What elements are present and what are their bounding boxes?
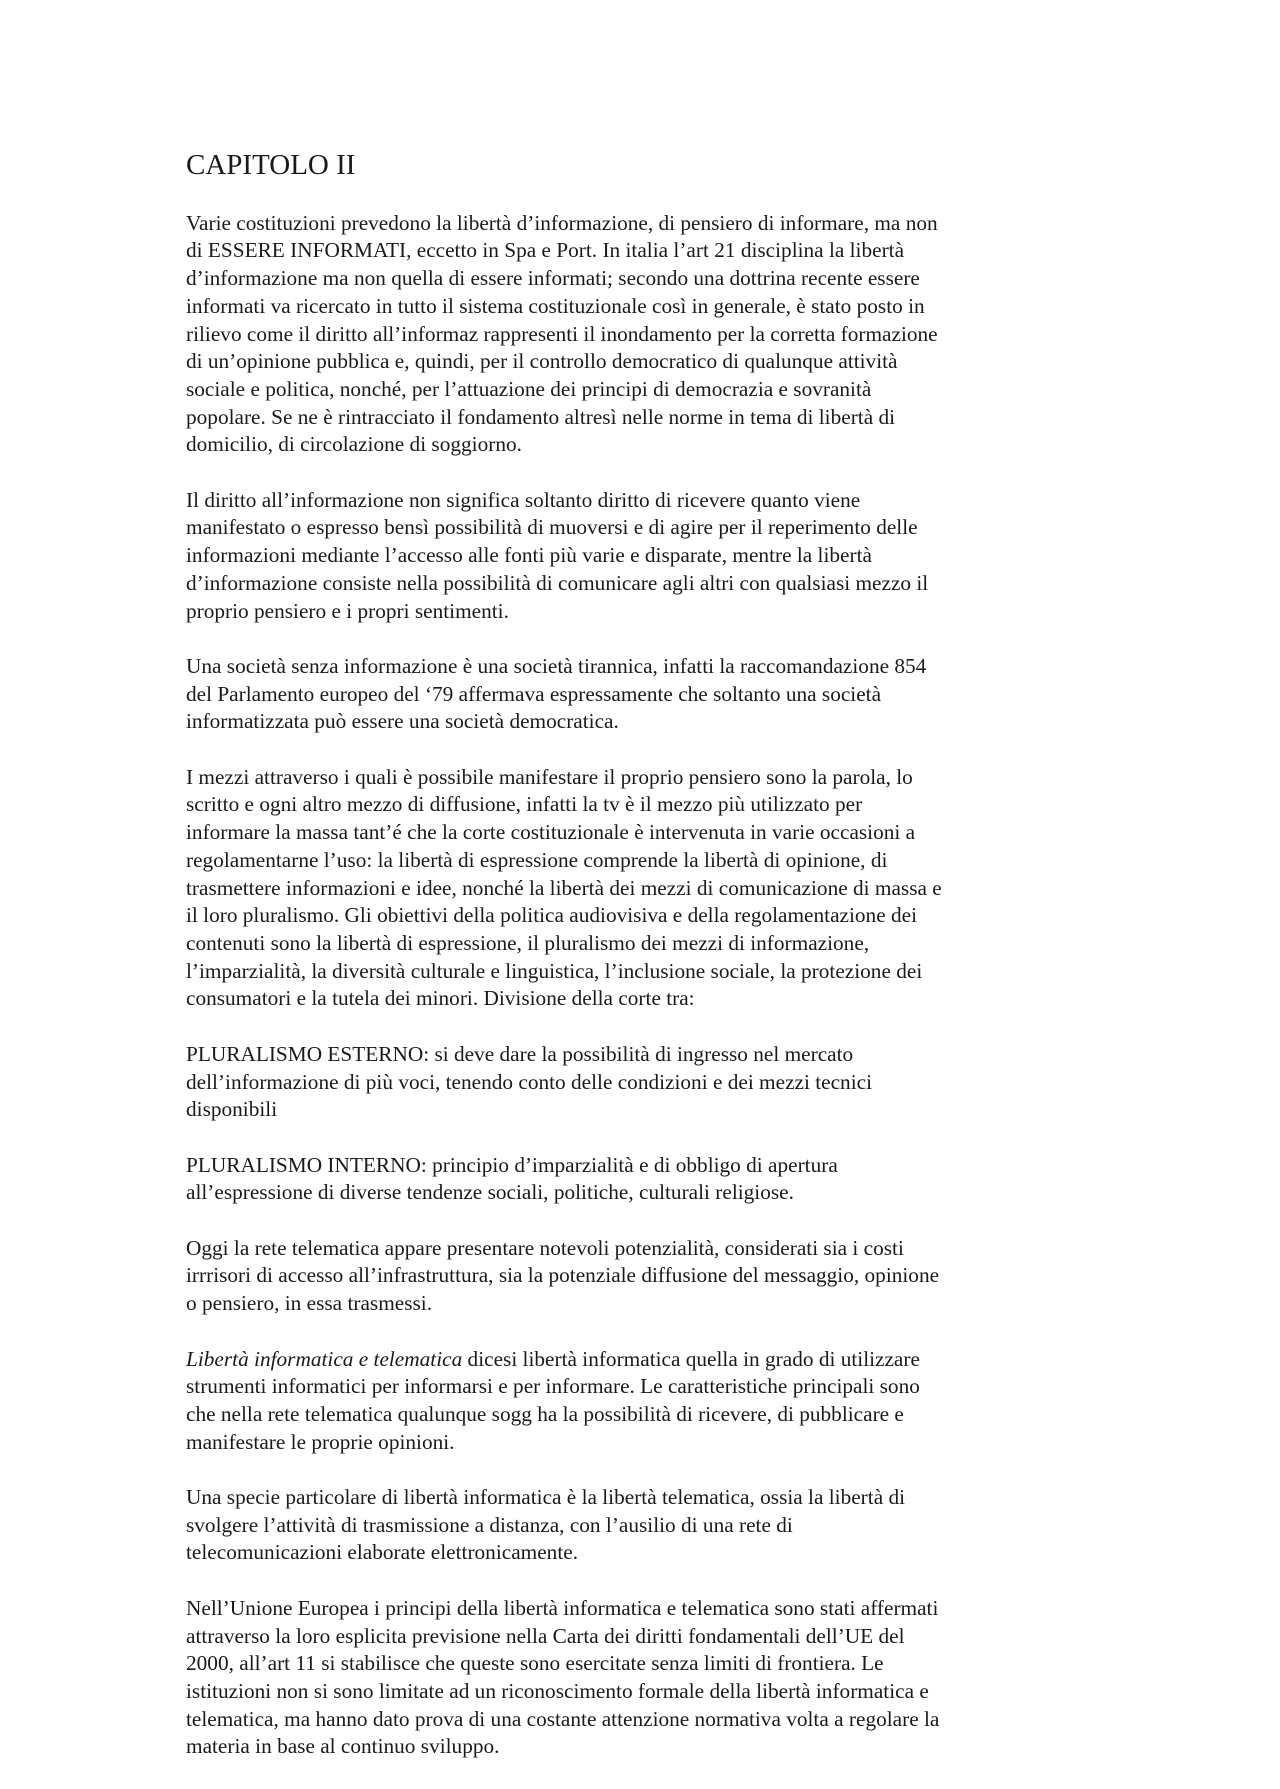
- paragraph-societa: Una società senza informazione è una società tirannica, infatti la raccomandazione 854 del Parlamento europeo del ‘79 affermava espressamente che soltanto una società informatizzata può essere una società democratica.: [186, 653, 927, 734]
- italic-heading: Libertà informatica e telematica: [186, 1346, 463, 1371]
- italic-paragraph-text: dicesi libertà informatica quella in grado di utilizzare strumenti informatici per informarsi e per informare. Le caratteristiche principali sono che nella rete telematica qualunque sogg ha la possibilità di ricevere, di pubblicare e manifestare le proprie opinioni.: [186, 1346, 920, 1454]
- paragraph-mezzi: I mezzi attraverso i quali è possibile manifestare il proprio pensiero sono la parola, lo scritto e ogni altro mezzo di diffusione, infatti la tv è il mezzo più utilizzato per informare la massa tant’é che la corte costituzionale è intervenuta in varie occasioni a regolamentarne l’uso: la libertà di espressione comprende la libertà di opinione, di trasmettere informazioni e idee, nonché la libertà dei mezzi di comunicazione di massa e il loro pluralismo. Gli obiettivi della politica audiovisiva e della regolamentazione dei contenuti sono la libertà di espressione, il pluralismo dei mezzi di informazione, l’imparzialità, la diversità culturale e linguistica, l’inclusione sociale, la protezione dei consumatori e la tutela dei minori. Divisione della corte tra:: [186, 764, 942, 1011]
- chapter-title: CAPITOLO II: [186, 149, 356, 181]
- paragraph-costituzioni: Varie costituzioni prevedono la libertà d’informazione, di pensiero di informare, ma non di ESSERE INFORMATI, eccetto in Spa e Port. In italia l’art 21 disciplina la libertà d’informazione ma non quella di essere informati; secondo una dottrina recente essere informati va ricercato in tutto il sistema costituzionale così in generale, è stato posto in rilievo come il diritto all’informaz rappresenti il inondamento per la corretta formazione di un’opinione pubblica e, quindi, per il controllo democratico di qualunque attività sociale e politica, nonché, per l’attuazione dei principi di democrazia e sovranità popolare. Se ne è rintracciato il fondamento altresì nelle norme in tema di libertà di domicilio, di circolazione di soggiorno.: [186, 210, 938, 457]
- paragraph-liberta-informatica: [186, 1346, 1086, 1457]
- paragraph-rete-telematica: Oggi la rete telematica appare presentare notevoli potenzialità, considerati sia i costi irrrisori di accesso all’infrastruttura, sia la potenziale diffusione del messaggio, opinione o pensiero, in essa trasmessi.: [186, 1235, 940, 1316]
- document-page: [186, 148, 1086, 1789]
- paragraph-pluralismo-esterno: PLURALISMO ESTERNO: si deve dare la possibilità di ingresso nel mercato dell’informazione di più voci, tenendo conto delle condizioni e dei mezzi tecnici disponibili: [186, 1041, 872, 1122]
- paragraph-diritto-informazione: Il diritto all’informazione non significa soltanto diritto di ricevere quanto viene manifestato o espresso bensì possibilità di muoversi e di agire per il reperimento delle informazioni mediante l’accesso alle fonti più varie e disparate, mentre la libertà d’informazione consiste nella possibilità di comunicare agli altri con qualsiasi mezzo il proprio pensiero e i propri sentimenti.: [186, 487, 929, 623]
- paragraph-unione-europea: Nell’Unione Europea i principi della libertà informatica e telematica sono stati affermati attraverso la loro esplicita previsione nella Carta dei diritti fondamentali dell’UE del 2000, all’art 11 si stabilisce che queste sono esercitate senza limiti di frontiera. Le istituzioni non si sono limitate ad un riconoscimento formale della libertà informatica e telematica, ma hanno dato prova di una costante attenzione normativa volta a regolare la materia in base al continuo sviluppo.: [186, 1595, 940, 1759]
- paragraph-liberta-telematica: Una specie particolare di libertà informatica è la libertà telematica, ossia la libertà di svolgere l’attività di trasmissione a distanza, con l’ausilio di una rete di telecomunicazioni elaborate elettronicamente.: [186, 1485, 906, 1565]
- paragraph-pluralismo-interno: PLURALISMO INTERNO: principio d’imparzialità e di obbligo di apertura all’espressione di diverse tendenze sociali, politiche, culturali religiose.: [186, 1152, 838, 1205]
- document-body: [186, 182, 1086, 1789]
